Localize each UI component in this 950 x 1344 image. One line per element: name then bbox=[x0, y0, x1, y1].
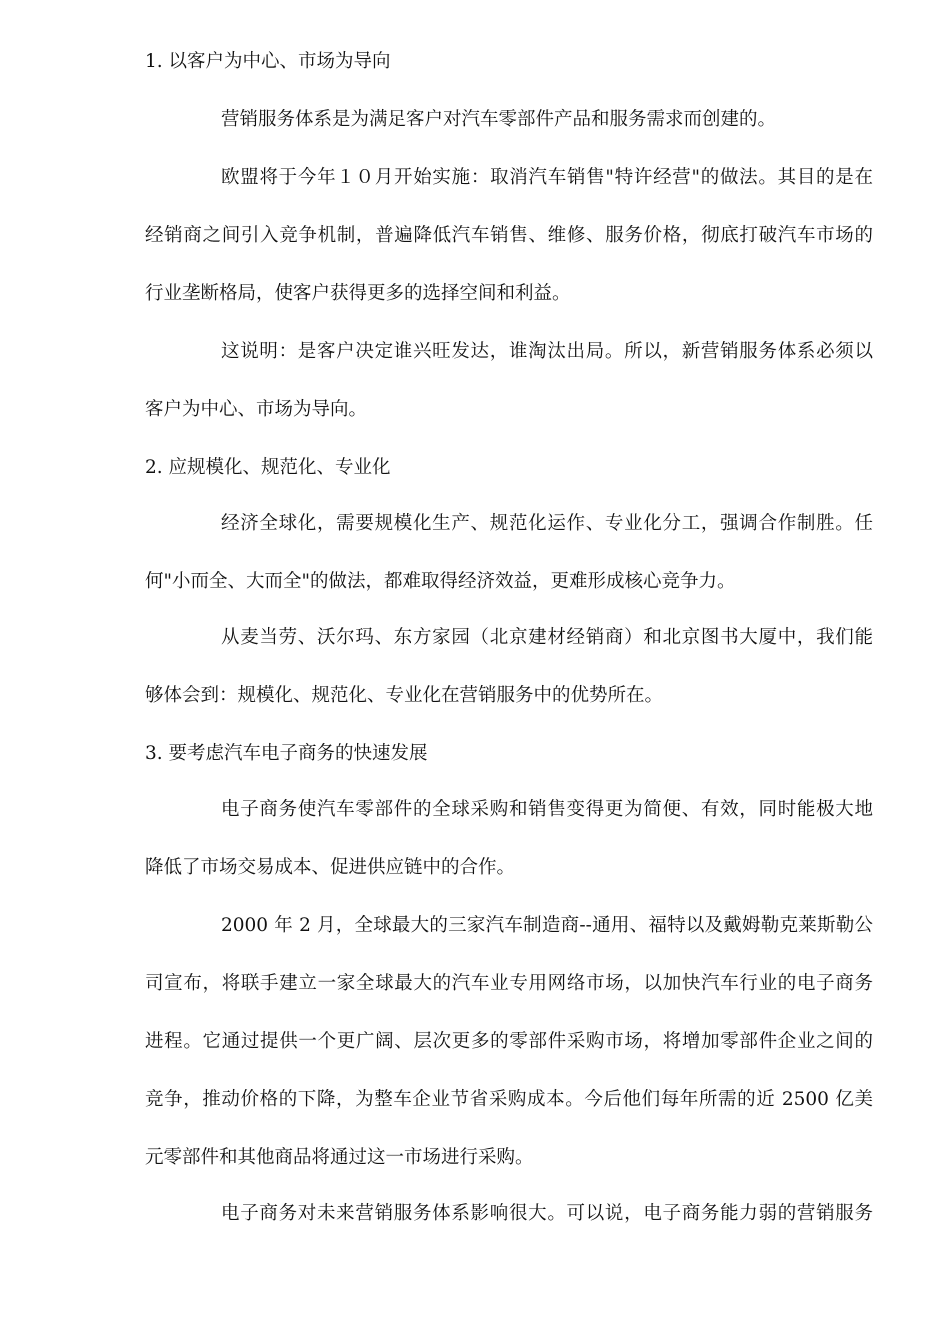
paragraph-line: 何"小而全、大而全"的做法，都难取得经济效益，更难形成核心竞争力。 bbox=[145, 571, 736, 592]
paragraph-line: 元零部件和其他商品将通过这一市场进行采购。 bbox=[145, 1147, 534, 1168]
paragraph-line: 进程。它通过提供一个更广阔、层次更多的零部件采购市场，将增加零部件企业之间的 bbox=[145, 1031, 873, 1052]
paragraph-line: 电子商务对未来营销服务体系影响很大。可以说，电子商务能力弱的营销服务 bbox=[221, 1203, 873, 1224]
paragraph-line: 司宣布，将联手建立一家全球最大的汽车业专用网络市场，以加快汽车行业的电子商务 bbox=[145, 973, 873, 994]
paragraph-line: 客户为中心、市场为导向。 bbox=[145, 399, 368, 420]
paragraph-line: 电子商务使汽车零部件的全球采购和销售变得更为简便、有效，同时能极大地 bbox=[221, 799, 873, 820]
section-heading-3: 3. 要考虑汽车电子商务的快速发展 bbox=[145, 743, 428, 764]
paragraph-line: 行业垄断格局，使客户获得更多的选择空间和利益。 bbox=[145, 283, 571, 304]
paragraph-line: 欧盟将于今年１０月开始实施：取消汽车销售"特许经营"的做法。其目的是在 bbox=[221, 167, 873, 188]
section-heading-1: 1. 以客户为中心、市场为导向 bbox=[145, 51, 391, 72]
paragraph-line: 够体会到：规模化、规范化、专业化在营销服务中的优势所在。 bbox=[145, 685, 664, 706]
paragraph-line: 降低了市场交易成本、促进供应链中的合作。 bbox=[145, 857, 516, 878]
paragraph-line: 从麦当劳、沃尔玛、东方家园（北京建材经销商）和北京图书大厦中，我们能 bbox=[221, 627, 873, 648]
paragraph-line: 2000 年 2 月，全球最大的三家汽车制造商--通用、福特以及戴姆勒克莱斯勒公 bbox=[221, 915, 873, 936]
paragraph-line: 竞争，推动价格的下降，为整车企业节省采购成本。今后他们每年所需的近 2500 亿美 bbox=[145, 1089, 873, 1110]
section-heading-2: 2. 应规模化、规范化、专业化 bbox=[145, 457, 391, 478]
paragraph-line: 这说明：是客户决定谁兴旺发达，谁淘汰出局。所以，新营销服务体系必须以 bbox=[221, 341, 873, 362]
paragraph-line: 经销商之间引入竞争机制，普遍降低汽车销售、维修、服务价格，彻底打破汽车市场的 bbox=[145, 225, 873, 246]
paragraph-line: 营销服务体系是为满足客户对汽车零部件产品和服务需求而创建的。 bbox=[221, 109, 777, 130]
paragraph-line: 经济全球化，需要规模化生产、规范化运作、专业化分工，强调合作制胜。任 bbox=[221, 513, 873, 534]
